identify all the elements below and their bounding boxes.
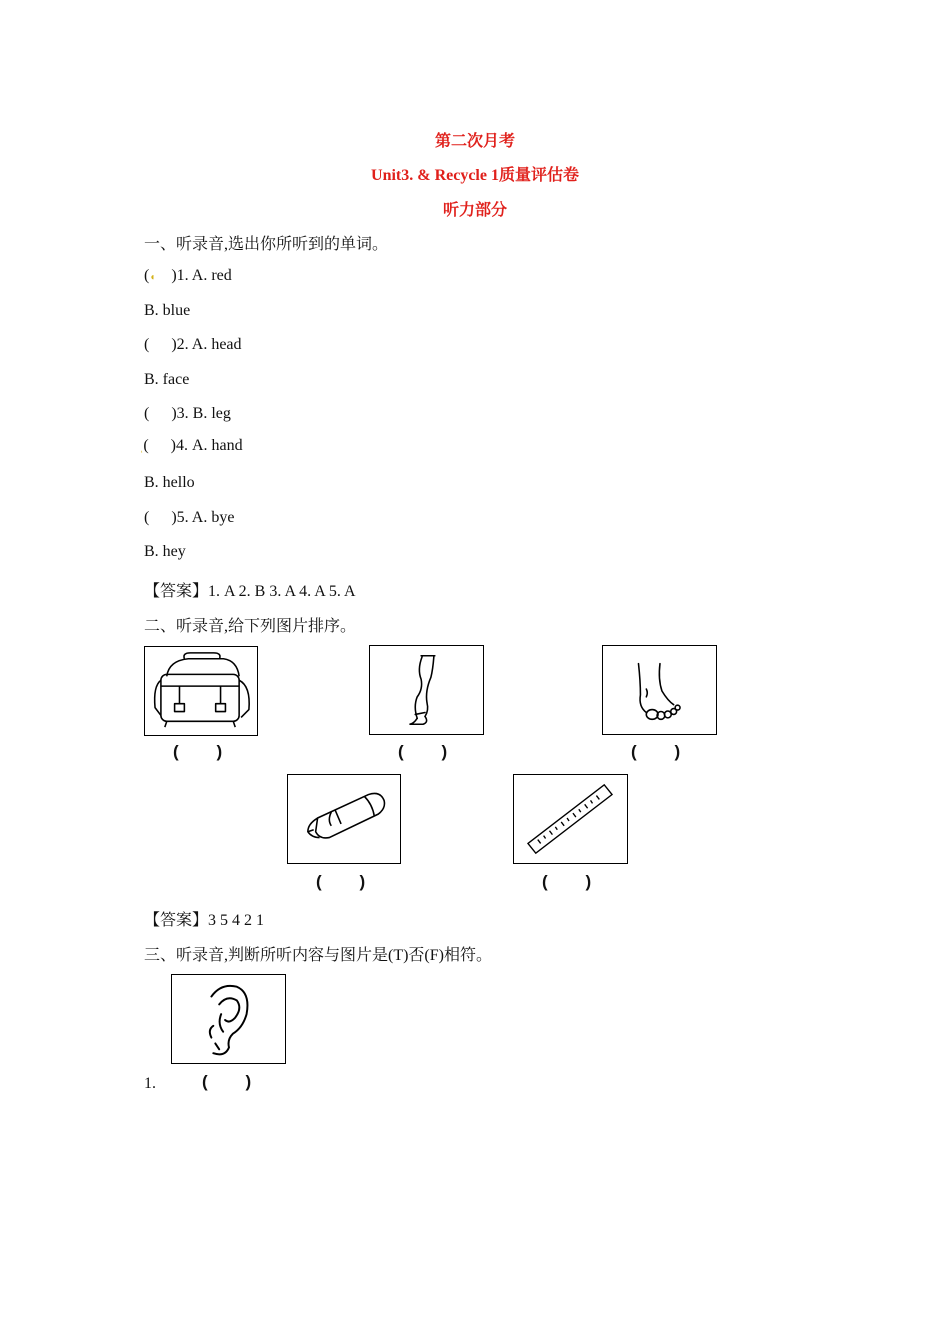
foot-icon	[603, 646, 716, 734]
foot-picture	[602, 645, 717, 735]
section-title: 听力部分	[442, 202, 507, 219]
ear-icon	[172, 975, 285, 1063]
question-line: (◖ )1. A. red	[144, 267, 232, 284]
item-number: 1.	[144, 1075, 156, 1092]
ruler-picture	[513, 774, 628, 864]
bag-picture	[144, 646, 258, 736]
option-line: B. face	[144, 371, 190, 388]
question-line: ( )5. A. bye	[144, 509, 235, 526]
part1-heading: 一、听录音,选出你所听到的单词。	[144, 236, 389, 253]
crayon-picture	[287, 774, 401, 864]
order-blank[interactable]: ( )	[631, 742, 681, 761]
ruler-icon	[514, 775, 627, 863]
order-blank[interactable]: ( )	[316, 872, 366, 891]
leg-icon	[370, 646, 483, 734]
crayon-icon	[288, 775, 400, 863]
order-blank[interactable]: ( )	[173, 742, 223, 761]
answer-line: 【答案】1. A 2. B 3. A 4. A 5. A	[144, 583, 356, 600]
order-blank[interactable]: ( )	[542, 872, 592, 891]
option-line: B. hey	[144, 543, 186, 560]
part2-heading: 二、听录音,给下列图片排序。	[144, 618, 357, 635]
part3-heading: 三、听录音,判断所听内容与图片是(T)否(F)相符。	[144, 947, 492, 964]
page-title: 第二次月考	[434, 133, 515, 150]
question-line: ( )3. B. leg	[144, 405, 231, 422]
leg-picture	[369, 645, 484, 735]
ear-picture	[171, 974, 286, 1064]
page-subtitle: Unit3. & Recycle 1质量评估卷	[371, 167, 579, 184]
option-line: B. hello	[144, 474, 195, 491]
answer-line: 【答案】3 5 4 2 1	[144, 912, 265, 929]
tf-blank[interactable]: ( )	[202, 1072, 252, 1091]
bag-icon	[145, 647, 257, 735]
option-line: B. blue	[144, 302, 191, 319]
question-line: ( )2. A. head	[144, 336, 242, 353]
order-blank[interactable]: ( )	[398, 742, 448, 761]
question-line: ͺ( )4. A. hand	[140, 437, 243, 454]
